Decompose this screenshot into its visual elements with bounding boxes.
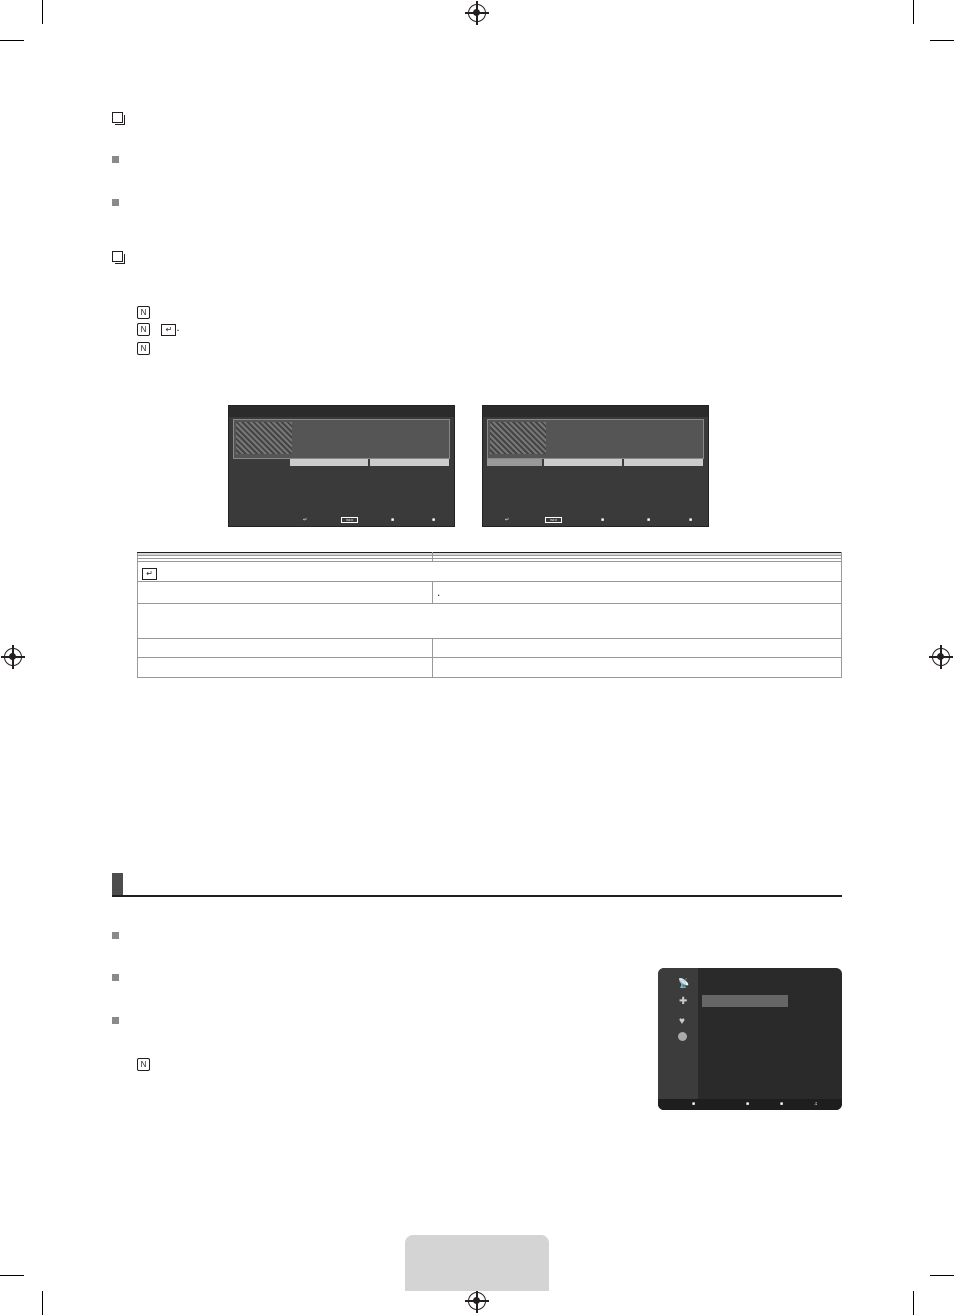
table-cell — [138, 562, 842, 582]
table-cell — [138, 582, 433, 604]
info-panel — [487, 419, 704, 459]
exit-hint: ■ — [432, 517, 436, 523]
crop-mark — [42, 1291, 43, 1315]
text — [137, 1072, 158, 1086]
registration-mark-icon — [4, 648, 22, 666]
fine-tune-heading — [112, 248, 129, 264]
fine-tune-note-1 — [137, 302, 158, 319]
fine-tune-note-3 — [137, 338, 158, 355]
screen-footer — [658, 1099, 842, 1110]
full-guide-screen — [482, 405, 709, 527]
section-marker — [112, 873, 123, 895]
crop-mark — [42, 0, 43, 24]
enter-icon: ↵ — [142, 568, 157, 580]
table-cell — [138, 658, 433, 678]
note-icon: N — [137, 342, 150, 355]
note-icon: N — [137, 323, 150, 336]
table-cell — [138, 604, 842, 639]
add-icon: ✚ — [679, 996, 688, 1007]
tools-hint: ♫ — [814, 1101, 818, 1107]
thumbnail — [236, 422, 292, 454]
registration-mark-icon — [468, 1292, 486, 1310]
checkbox-icon — [112, 112, 123, 123]
exit-hint: ■ — [689, 517, 693, 523]
bullet-square-icon — [112, 932, 119, 939]
enter-icon: ↵ — [161, 324, 176, 336]
now-next-guide-screen — [228, 405, 455, 527]
selected-row-highlight — [702, 995, 788, 1007]
fine-tune-note-2: N ↵ . — [137, 319, 180, 336]
added-channels-heading — [112, 971, 133, 985]
table-row — [138, 562, 842, 582]
plus-24-hint: ■ — [647, 517, 651, 523]
note-icon: N — [137, 1058, 150, 1071]
channel-mode-heading — [112, 109, 129, 125]
added-ch-heading — [112, 153, 133, 167]
column-slot-b — [624, 459, 703, 466]
info-panel — [233, 419, 450, 459]
antenna-icon: 📡 — [678, 978, 690, 988]
watch-hint: ↵ — [303, 517, 308, 523]
section-rule — [112, 895, 842, 897]
all-channels-heading — [112, 929, 133, 943]
guide-actions-table — [137, 552, 842, 678]
note-icon: N — [137, 306, 150, 319]
crop-mark — [0, 40, 24, 41]
table-row — [138, 604, 842, 639]
table-cell — [433, 582, 842, 604]
table-cell — [433, 639, 842, 658]
side-panel — [658, 968, 698, 1110]
crop-mark — [0, 1275, 24, 1276]
text-line: . — [437, 585, 441, 599]
registration-mark-icon — [932, 648, 950, 666]
guide-icon — [678, 1032, 687, 1041]
table-cell — [433, 658, 842, 678]
checkbox-icon — [112, 251, 123, 262]
heart-icon: ♥ — [679, 1016, 685, 1027]
registration-mark-icon — [468, 4, 486, 22]
zoom-hint: ■ — [746, 1101, 750, 1107]
screen-footer — [483, 516, 708, 524]
full-guide-hint: ■ — [391, 517, 395, 523]
screen-title — [483, 406, 708, 417]
favourites-heading — [112, 1014, 133, 1028]
bullet-square-icon — [112, 1017, 119, 1024]
channel-type-hint: ■ — [692, 1101, 696, 1107]
watch-hint: ↵ — [505, 517, 510, 523]
table-row — [138, 582, 842, 604]
table-row — [138, 639, 842, 658]
now-next-hint: ■ — [601, 517, 605, 523]
page-number-tab — [405, 1235, 549, 1291]
crop-mark — [913, 1291, 914, 1315]
crop-mark — [930, 40, 954, 41]
column-now — [290, 459, 368, 466]
table-cell — [138, 639, 433, 658]
thumbnail — [490, 422, 546, 454]
table-row — [138, 658, 842, 678]
column-today — [487, 459, 542, 466]
info-hint: INFO — [545, 516, 562, 524]
bullet-square-icon — [112, 974, 119, 981]
info-hint: INFO — [341, 516, 358, 524]
bullet-square-icon — [112, 199, 119, 206]
screen-footer — [229, 516, 454, 524]
bullet-square-icon — [112, 156, 119, 163]
channel-list-screen — [658, 968, 842, 1110]
column-next — [370, 459, 449, 466]
spacer — [437, 659, 837, 676]
crop-mark — [930, 1275, 954, 1276]
crop-mark — [913, 0, 914, 24]
column-slot-a — [544, 459, 622, 466]
favourite-ch-heading — [112, 196, 133, 210]
screen-title — [229, 406, 454, 417]
favourites-note — [137, 1054, 607, 1087]
select-hint: ■ — [780, 1101, 784, 1107]
